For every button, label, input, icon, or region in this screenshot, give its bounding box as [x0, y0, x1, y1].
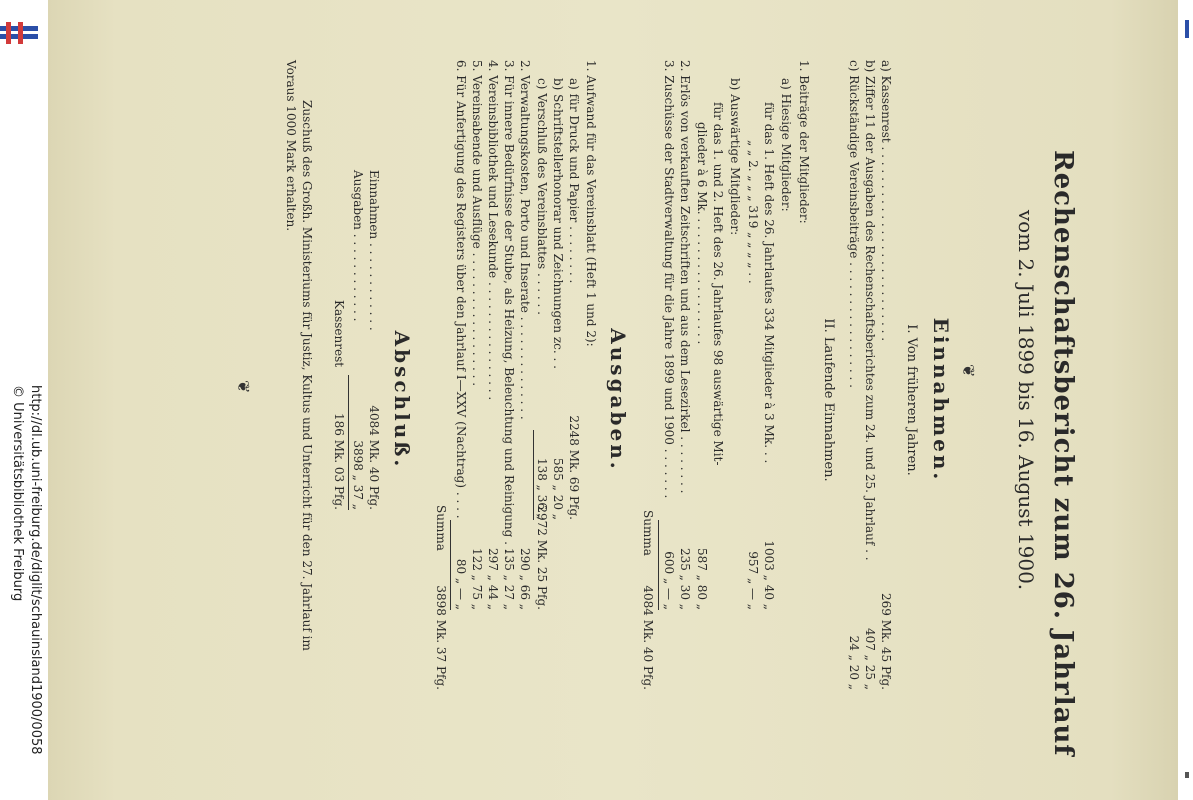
source-link-block — [4, 385, 44, 795]
page-title: Rechenschaftsbericht zum 26. Jahrlauf — [1048, 150, 1078, 757]
page-content — [48, 0, 1178, 800]
einnahmen-sum-rule — [658, 520, 659, 610]
ausgabe-a3-amount: 135 „ 27 „ — [502, 547, 516, 610]
ausgabe-a1a-amount: 2248 Mk. 69 Pfg. — [567, 415, 581, 520]
einnahmen-summa-label: Summa — [641, 510, 655, 556]
copyright-notice: © Universitätsbibliothek Freiburg — [10, 385, 25, 602]
kassenrest-amount: 186 Mk. 03 Pfg. — [332, 412, 346, 510]
edge-marker — [1185, 20, 1189, 38]
einnahme-l1b2: glieder à 6 Mk. . . . . . . . . . . . . . . . . . — [695, 122, 709, 345]
abschluss-ausgaben-label: Ausgaben . . . . . . . . . . . . — [351, 170, 365, 322]
source-link[interactable]: http://dl.ub.uni-freiburg.de/diglit/schauinsland1900/0058 — [28, 385, 43, 755]
ausgabe-a1b: b) Schriftstellerhonorar und Zeichnungen zc. . . — [551, 78, 565, 369]
ausgaben-heading: Ausgaben. — [606, 328, 630, 472]
einnahme-l3: 3. Zuschüsse der Stadtverwaltung für die Jahre 1899 und 1900 . . . . . . . — [662, 60, 676, 499]
ausgabe-a5: 5. Vereinsabende und Ausflüge . . . . . . . . . . . . . . . . . . — [470, 60, 484, 387]
viewer-margin — [0, 0, 48, 800]
einnahme-item-c: c) Rückständige Vereinsbeiträge . . . . . . . . . . . . . . . . . — [847, 60, 861, 388]
abschluss-rule — [348, 375, 349, 510]
ausgaben-sub-rule — [533, 430, 534, 520]
ausgabe-a1b-amount: 585 „ 20 „ — [551, 457, 565, 520]
ausgabe-a1c-amount: 138 „ 36 „ — [535, 457, 549, 520]
ausgabe-a1: 1. Aufwand für das Vereinsblatt (Heft 1 und 2): — [584, 60, 598, 347]
ausgabe-a5-amount: 122 „ 75 „ — [470, 547, 484, 610]
ausgabe-a4: 4. Vereinsbibliothek und Lesekunde . . . . . . . . . . . . . . . . — [486, 60, 500, 401]
abschluss-ausgaben-amount: 3898 „ 37 „ — [351, 440, 365, 510]
einnahme-l1a1-amount: 1003 „ 40 „ — [762, 540, 776, 610]
ausgabe-a4-amount: 297 „ 44 „ — [486, 547, 500, 610]
einnahme-l1: 1. Beiträge der Mitglieder: — [797, 60, 811, 224]
ausgabe-a2-amount: 290 „ 66 „ — [518, 547, 532, 610]
ausgabe-a2: 2. Verwaltungskosten, Porto und Inserate . . . . . . . . . . . . . . — [518, 60, 532, 420]
einnahme-l1b1: für das 1. und 2. Heft des 26. Jahrlaufes 98 auswärtige Mit- — [711, 102, 725, 466]
einnahmen-heading: Einnahmen. — [929, 317, 953, 483]
ausgabe-a6: 6. Für Anfertigung des Registers über den Jahrlauf I—XXV (Nachtrag) . . . . — [454, 60, 468, 519]
einnahme-item-a: a) Kassenrest . . . . . . . . . . . . . . . . . . . . . . . . . . — [879, 60, 893, 342]
ausgaben-sum-rule — [450, 520, 451, 610]
ausgabe-a6-amount: 80 „ — „ — [454, 558, 468, 610]
abschluss-einnahmen-amount: 4084 Mk. 40 Pfg. — [367, 405, 381, 510]
abschluss-note-line2: Voraus 1000 Mark erhalten. — [284, 60, 298, 232]
einnahme-l2: 2. Erlös von verkauften Zeitschriften und aus dem Lesezirkel . . . . . . . . — [678, 60, 692, 494]
einnahme-item-b: b) Ziffer 11 der Ausgaben des Rechenschaftsberichtes zum 24. und 25. Jahrlauf . . — [863, 60, 877, 561]
einnahme-l1a2-amount: 957 „ — „ — [746, 551, 760, 610]
kassenrest-label: Kassenrest — [332, 300, 346, 368]
ornament-bottom-icon: ❦ — [234, 380, 253, 394]
einnahme-l2-amount: 235 „ 30 „ — [678, 547, 692, 610]
ornament-icon: ❦ — [959, 364, 978, 378]
ausgabe-a1c: c) Verschluß des Vereinsblattes . . . . . . — [535, 78, 549, 315]
ausgabe-a1a: a) für Druck und Papier . . . . . . . . — [567, 78, 581, 284]
edge-marker-bottom — [1185, 772, 1189, 778]
einnahme-l3-amount: 600 „ — „ — [662, 551, 676, 610]
einnahmen-sec1: I. Von früheren Jahren. — [904, 324, 919, 476]
abschluss-note-line1: Zuschuß des Großh. Ministeriums für Justiz, Kultus und Unterricht für den 27. Jahrlauf im — [300, 100, 314, 651]
library-logo-icon[interactable] — [0, 22, 38, 44]
einnahme-item-a-amount: 269 Mk. 45 Pfg. — [879, 592, 893, 690]
einnahme-item-b-amount: 407 „ 25 „ — [863, 627, 877, 690]
ausgaben-summa-label: Summa — [434, 505, 448, 551]
scanned-page — [48, 0, 1178, 800]
einnahme-l1a: a) Hiesige Mitglieder: — [779, 78, 793, 212]
einnahmen-sec2: II. Laufende Einnahmen. — [821, 318, 836, 482]
ausgabe-a1-total: 2972 Mk. 25 Pfg. — [535, 505, 549, 610]
einnahme-l1a1: für das 1. Heft des 26. Jahrlaufes 334 Mitglieder à 3 Mk. . . — [762, 102, 776, 464]
page-subtitle: vom 2. Juli 1899 bis 16. August 1900. — [1014, 209, 1038, 591]
einnahmen-summa: 4084 Mk. 40 Pfg. — [641, 585, 655, 690]
einnahme-item-c-amount: 24 „ 20 „ — [847, 635, 861, 690]
ausgaben-summa: 3898 Mk. 37 Pfg. — [434, 585, 448, 690]
einnahme-l1a2: „ „ 2. „ „ „ 319 „ „ „ „ . . — [746, 140, 760, 284]
einnahme-l1b-amount: 587 „ 80 „ — [695, 547, 709, 610]
abschluss-einnahmen-label: Einnahmen . . . . . . . . . . . . — [367, 170, 381, 331]
ausgabe-a3: 3. Für innere Bedürfnisse der Stube, als Heizung, Beleuchtung und Reinigung . . . — [502, 60, 516, 561]
abschluss-heading: Abschluß. — [390, 330, 414, 470]
einnahme-l1b: b) Auswärtige Mitglieder: — [728, 78, 742, 236]
